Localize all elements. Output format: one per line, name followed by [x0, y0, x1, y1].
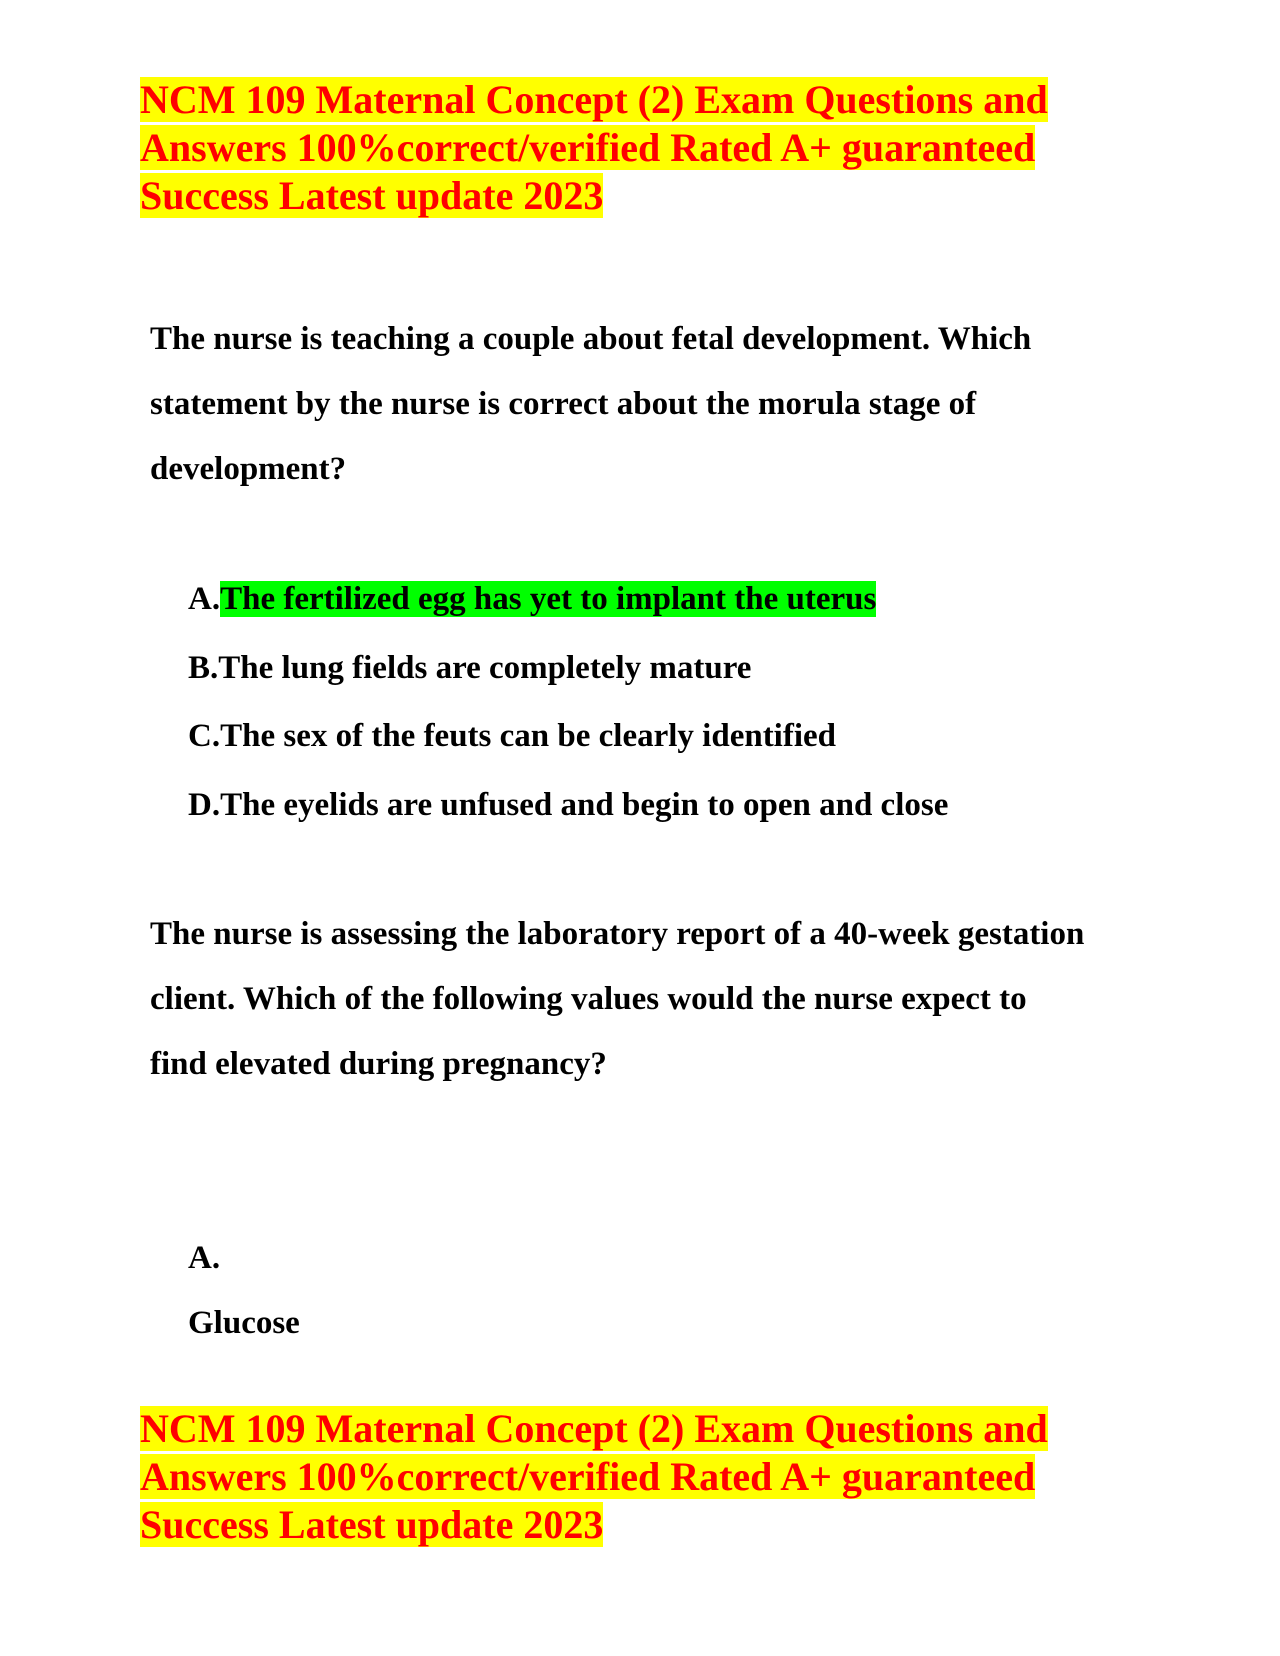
option-text: The eyelids are unfused and begin to open and close [220, 787, 949, 823]
option-letter: C. [188, 718, 221, 754]
option-letter: D. [188, 787, 221, 823]
footer-title-text: NCM 109 Maternal Concept (2) Exam Questions and Answers 100%correct/verified Rated A+ guaranteed Success Latest update 2023 [140, 1406, 1048, 1547]
question-2-text: The nurse is assessing the laboratory report of a 40-week gestation client. Which of the following values would the nurse expect to find elevated during pregnancy? [150, 916, 1085, 1082]
question-2-option-a-letter: A. [188, 1240, 221, 1276]
question-2-option-a-text: Glucose [188, 1305, 300, 1341]
option-letter: B. [188, 650, 219, 686]
question-1-option-c [188, 713, 836, 759]
question-1-option-a [188, 576, 876, 622]
option-text-highlighted-answer: The fertilized egg has yet to implant the uterus [220, 581, 877, 617]
header-title [140, 76, 1100, 220]
option-letter: A. [188, 581, 221, 617]
question-1-text: The nurse is teaching a couple about fetal development. Which statement by the nurse is correct about the morula stage of development? [150, 321, 1032, 487]
question-1-option-d [188, 782, 948, 828]
option-text: The sex of the feuts can be clearly identified [220, 718, 837, 754]
option-text: The lung fields are completely mature [218, 650, 752, 686]
header-title-text: NCM 109 Maternal Concept (2) Exam Questions and Answers 100%correct/verified Rated A+ guaranteed Success Latest update 2023 [140, 77, 1048, 218]
footer-title [140, 1405, 1100, 1549]
question-1-option-b [188, 645, 751, 691]
